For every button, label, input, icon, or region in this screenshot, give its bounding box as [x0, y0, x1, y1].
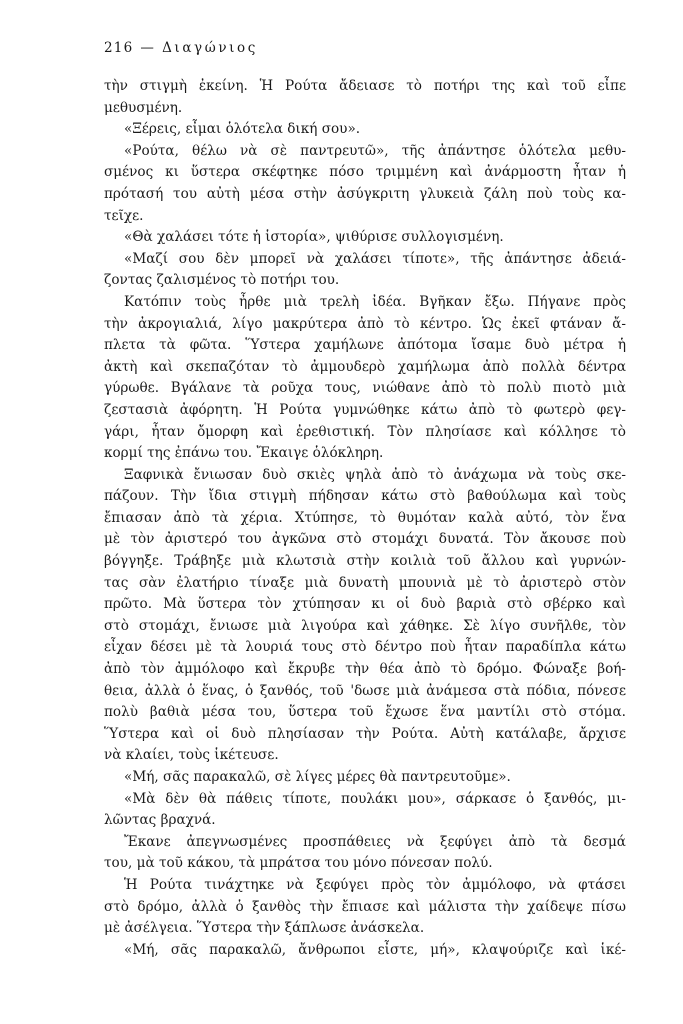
text-line: Ξαφνικὰ ἔνιωσαν δυὸ σκιὲς ψηλὰ ἀπὸ τὸ ἀνάχωμα νὰ τοὺς σκε- [124, 466, 626, 483]
text-line: πάζουν. Τὴν ἴδια στιγμὴ πήδησαν κάτω στὸ βαθούλωμα καὶ τοὺς [104, 488, 626, 505]
text-line: μεθυσμένη. [104, 99, 183, 116]
text-line: τεῖχε. [104, 207, 144, 224]
text-line: κορμί της ἐπάνω του. Ἔκαιγε ὁλόκληρη. [104, 445, 384, 462]
running-header [104, 40, 258, 56]
text-line: πρότασή του αὐτὴ μέσα στὴν ἀσύγκριτη γλυκειὰ ζάλη ποὺ τοὺς κα- [104, 185, 626, 202]
body-text [104, 76, 626, 961]
text-line: νὰ κλαίει, τοὺς ἱκέτευσε. [104, 747, 279, 764]
text-line: του, μὰ τοῦ κάκου, τὰ μπράτσα του μόνο πόνεσαν πολύ. [104, 855, 493, 872]
text-line: ἔπιασαν ἀπὸ τὰ χέρια. Χτύπησε, τὸ θυμόταν καλὰ αὐτό, τὸν ἕνα [104, 509, 626, 526]
text-line: γύρωθε. Βγάλανε τὰ ροῦχα τους, νιώθανε ἀπὸ τὸ πολὺ πιοτὸ μιὰ [104, 380, 626, 397]
text-line: πλετα τὰ φῶτα. Ὕστερα χαμήλωνε ἀπότομα ἴσαμε δυὸ μέτρα ἡ [104, 337, 626, 354]
text-line: τὴν στιγμὴ ἐκείνη. Ἡ Ρούτα ἄδειασε τὸ ποτήρι της καὶ τοῦ εἶπε [104, 78, 626, 94]
text-line: «Μή, σᾶς παρακαλῶ, σὲ λίγες μέρες θὰ παντρευτοῦμε». [124, 769, 511, 785]
text-line: γάρι, ἦταν ὄμορφη καὶ ἐρεθιστική. Τὸν πλησίασε καὶ κόλλησε τὸ [104, 423, 626, 440]
text-line: μὲ ἀσέλγεια. Ὕστερα τὴν ξάπλωσε ἀνάσκελα. [104, 920, 425, 937]
text-line: πρῶτο. Μὰ ὕστερα τὸν χτύπησαν κι οἱ δυὸ βαριὰ στὸ σβέρκο καὶ [104, 596, 626, 613]
text-line: ἀπὸ τὸν ἀμμόλοφο καὶ ἔκρυβε τὴν θέα ἀπὸ τὸ δρόμο. Φώναξε βοή- [104, 661, 626, 678]
text-line: εἶχαν δέσει μὲ τὰ λουριά τους στὸ δέντρο ποὺ ἦταν παραδίπλα κάτω [104, 639, 626, 656]
text-line: στὸ δρόμο, ἀλλὰ ὁ ξανθὸς τὴν ἔπιασε καὶ μάλιστα τὴν χαίδεψε πίσω [104, 898, 626, 915]
text-line: Ἔκανε ἀπεγνωσμένες προσπάθειες νὰ ξεφύγει ἀπὸ τὰ δεσμά [124, 833, 626, 850]
text-line: πολὺ βαθιὰ μέσα του, ὕστερα τοῦ ἔχωσε ἕνα μαντίλι στὸ στόμα. [104, 704, 626, 721]
running-title: Διαγώνιος [162, 40, 258, 56]
text-line: τὴν ἀκρογιαλιά, λίγο μακρύτερα ἀπὸ τὸ κέντρο. Ὡς ἐκεῖ φτάναν ἄ- [104, 315, 626, 332]
text-line: θεια, ἀλλὰ ὁ ἕνας, ὁ ξανθός, τοῦ 'δωσε μιὰ ἀνάμεσα στὰ πόδια, πόνεσε [104, 682, 626, 699]
text-line: Ἡ Ρούτα τινάχτηκε νὰ ξεφύγει πρὸς τὸν ἀμμόλοφο, νὰ φτάσει [124, 876, 626, 893]
text-line: σμένος κι ὕστερα σκέφτηκε πόσο τριμμένη καὶ ἀνάρμοστη ἦταν ἡ [104, 164, 626, 181]
page-number: 216 [104, 40, 134, 56]
text-line: «Ρούτα, θέλω νὰ σὲ παντρευτῶ», τῆς ἀπάντησε ὁλότελα μεθυ- [124, 142, 626, 159]
text-line: «Μή, σᾶς παρακαλῶ, ἄνθρωποι εἶστε, μή», κλαψούριζε καὶ ἱκέ- [124, 941, 626, 958]
text-line: μὲ τὸν ἀριστερό του ἀγκῶνα στὸ στομάχι δυνατά. Τὸν ἄκουσε ποὺ [104, 531, 626, 548]
text-line: ἀκτὴ καὶ σκεπαζόταν τὸ ἀμμουδερὸ χαμήλωμα ἀπὸ πολλὰ δέντρα [104, 358, 626, 375]
text-line: «Ξέρεις, εἶμαι ὁλότελα δική σου». [124, 121, 361, 138]
text-line: Κατόπιν τοὺς ἦρθε μιὰ τρελὴ ἰδέα. Βγῆκαν ἔξω. Πήγανε πρὸς [124, 293, 626, 310]
text-line: «Μαζί σου δὲν μπορεῖ νὰ χαλάσει τίποτε», τῆς ἀπάντησε ἀδειά- [124, 250, 626, 267]
text-line: Ὕστερα καὶ οἱ δυὸ πλησίασαν τὴν Ρούτα. Αὐτὴ κατάλαβε, ἄρχισε [104, 725, 626, 742]
header-separator: — [140, 40, 156, 56]
text-line: τας σὰν ἐλατήριο τίναξε μιὰ δυνατὴ μπουνιὰ μὲ τὸ ἀριστερὸ στὸν [104, 574, 626, 591]
text-line: ζοντας ζαλισμένος τὸ ποτήρι του. [104, 272, 340, 289]
text-line: ζεστασιὰ ἀφόρητη. Ἡ Ρούτα γυμνώθηκε κάτω ἀπὸ τὸ φωτερὸ φεγ- [104, 401, 626, 418]
text-line: «Θὰ χαλάσει τότε ἡ ἱστορία», ψιθύρισε συλλογισμένη. [124, 229, 504, 246]
text-line: λῶντας βραχνά. [104, 812, 216, 829]
text-line: βόγγηξε. Τράβηξε μιὰ κλωτσιὰ στὴν κοιλιὰ τοῦ ἄλλου καὶ γυρνών- [104, 553, 626, 570]
text-line: στὸ στομάχι, ἔνιωσε μιὰ λιγούρα καὶ χάθηκε. Σὲ λίγο συνῆλθε, τὸν [104, 617, 626, 634]
text-line: «Μὰ δὲν θὰ πάθεις τίποτε, πουλάκι μου», σάρκασε ὁ ξανθός, μι- [124, 790, 626, 807]
